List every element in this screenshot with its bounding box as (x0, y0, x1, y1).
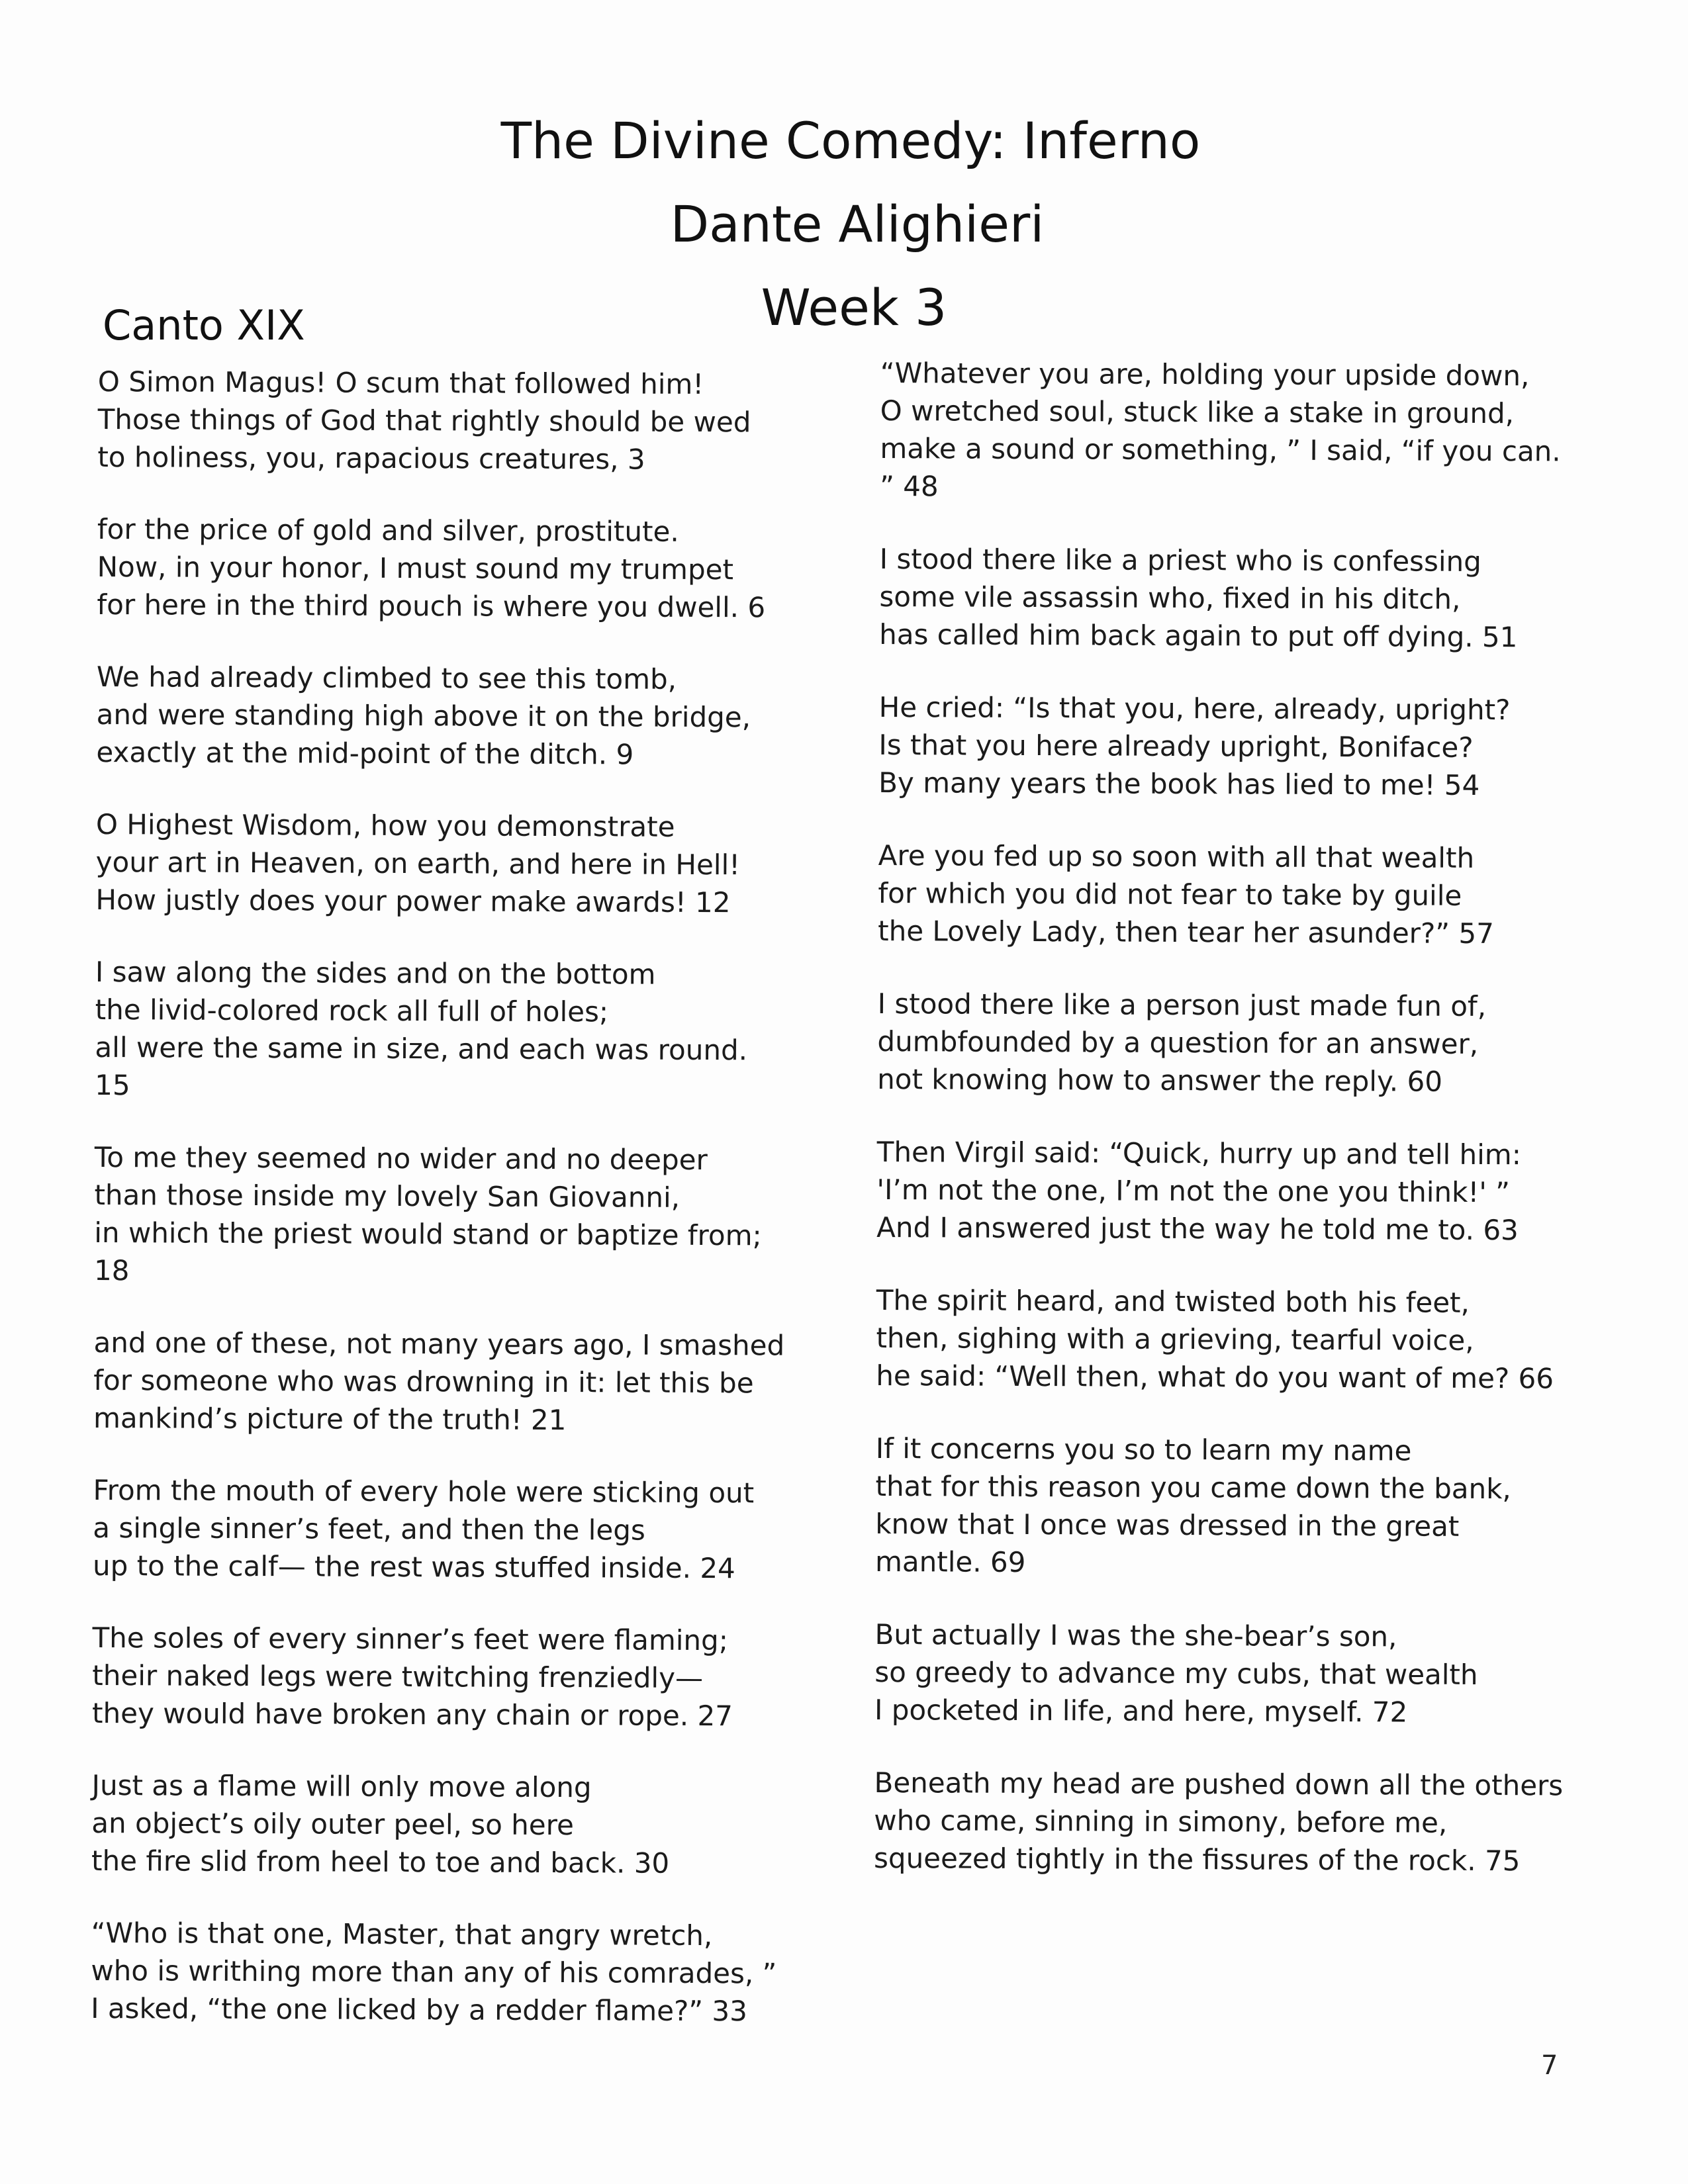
verse-line: 'I’m not the one, I’m not the one you think!' ” (876, 1173, 1511, 1209)
verse-line: We had already climbed to see this tomb, (96, 660, 677, 696)
verse-line: Then Virgil said: “Quick, hurry up and tell him: (876, 1135, 1522, 1171)
verse-line: than those inside my lovely San Giovanni, (94, 1178, 680, 1214)
verse-line: squeezed tightly in the fissures of the rock. 75 (873, 1841, 1521, 1878)
verse-line: so greedy to advance my cubs, that wealth (874, 1655, 1478, 1691)
stanza (879, 540, 1621, 657)
stanza (91, 1914, 806, 2030)
verse-line: To me they seemed no wider and no deeper (94, 1140, 708, 1177)
stanza (875, 1430, 1617, 1584)
verse-line: exactly at the mid-point of the ditch. 9 (96, 735, 634, 771)
verse-line: The soles of every sinner’s feet were flaming; (92, 1621, 729, 1657)
verse-line: for someone who was drowning in it: let this be (93, 1363, 754, 1400)
stanza (94, 1138, 810, 1293)
verse-line: up to the calf— the rest was stuffed inside. 24 (92, 1549, 735, 1585)
stanza (91, 1766, 807, 1883)
left-column (91, 363, 813, 2065)
stanza (97, 510, 812, 627)
week-label: Week 3 (761, 278, 947, 337)
right-column (874, 354, 1622, 1915)
stanza (876, 1133, 1618, 1250)
stanza (876, 1281, 1618, 1398)
stanza (93, 1471, 808, 1588)
verse-line: the fire slid from heel to toe and back. 30 (91, 1844, 670, 1880)
verse-line: then, sighing with a grieving, tearful voice, (876, 1321, 1474, 1357)
verse-line: know that I once was dressed in the great (875, 1507, 1460, 1543)
verse-line: mantle. 69 (874, 1545, 1026, 1578)
verse-line: he said: “Well then, what do you want of me? 66 (876, 1359, 1554, 1395)
verse-line: the livid-colored rock all full of holes; (95, 993, 609, 1028)
verse-line: 15 (95, 1068, 130, 1102)
verse-line: By many years the book has lied to me! 54 (878, 766, 1480, 801)
verse-line: And I answered just the way he told me to. 63 (876, 1210, 1519, 1247)
verse-line: But actually I was the she-bear’s son, (874, 1617, 1397, 1653)
verse-line: they would have broken any chain or rope. 27 (91, 1696, 733, 1733)
verse-line: How justly does your power make awards! 12 (95, 883, 731, 919)
verse-line: “Whatever you are, holding your upside down, (880, 356, 1530, 392)
verse-line: for the price of gold and silver, prostitute. (97, 512, 679, 548)
verse-line: I stood there like a priest who is confessing (879, 542, 1481, 578)
work-title: The Divine Comedy: Inferno (500, 111, 1201, 170)
stanza (874, 1615, 1617, 1732)
page-number: 7 (1541, 2050, 1558, 2081)
verse-line: their naked legs were twitching frenziedly— (92, 1659, 704, 1695)
verse-line: to holiness, you, rapacious creatures, 3 (97, 440, 645, 476)
verse-line: your art in Heaven, on earth, and here in Hell! (95, 845, 741, 882)
verse-line: mankind’s picture of the truth! 21 (93, 1401, 567, 1437)
stanza (877, 985, 1619, 1101)
stanza (93, 1324, 809, 1440)
author-name: Dante Alighieri (670, 195, 1045, 253)
canto-title: Canto XIX (103, 301, 305, 349)
verse-line: Those things of God that rightly should be wed (97, 402, 751, 439)
verse-line: an object’s oily outer peel, so here (91, 1806, 574, 1842)
verse-line: If it concerns you so to learn my name (875, 1432, 1412, 1467)
verse-line: I pocketed in life, and here, myself. 72 (874, 1693, 1408, 1729)
verse-line: make a sound or something, ” I said, “if you can. (880, 432, 1561, 468)
stanza (97, 363, 813, 479)
stanza (95, 805, 811, 922)
verse-line: O Simon Magus! O scum that followed him! (97, 365, 704, 400)
verse-line: Is that you here already upright, Boniface? (878, 728, 1474, 764)
verse-line: From the mouth of every hole were sticking out (93, 1473, 755, 1510)
stanza (96, 658, 812, 774)
stanza (95, 953, 810, 1107)
verse-line: not knowing how to answer the reply. 60 (877, 1062, 1443, 1098)
verse-line: “Who is that one, Master, that angry wretch, (91, 1916, 713, 1952)
verse-line: some vile assassin who, fixed in his ditch, (879, 580, 1461, 615)
stanza (874, 1764, 1616, 1880)
verse-line: has called him back again to put off dying. 51 (879, 617, 1518, 654)
verse-line: for which you did not fear to take by guile (878, 876, 1462, 912)
stanza (878, 837, 1620, 953)
verse-line: all were the same in size, and each was round. (95, 1030, 748, 1067)
verse-line: O wretched soul, stuck like a stake in ground, (880, 394, 1515, 430)
stanza (92, 1619, 808, 1735)
verse-line: He cried: “Is that you, here, already, upright? (878, 690, 1511, 727)
verse-line: that for this reason you came down the bank, (875, 1469, 1511, 1506)
verse-line: a single sinner’s feet, and then the legs (93, 1511, 645, 1547)
verse-line: the Lovely Lady, then tear her asunder?” 57 (878, 914, 1494, 950)
verse-line: O Highest Wisdom, how you demonstrate (95, 807, 675, 843)
verse-line: and were standing high above it on the bridge, (96, 698, 751, 734)
verse-line: in which the priest would stand or baptize from; (94, 1216, 762, 1252)
verse-line: for here in the third pouch is where you dwell. 6 (97, 588, 766, 624)
verse-line: Just as a flame will only move along (91, 1768, 592, 1804)
stanza (880, 354, 1622, 508)
verse-line: Beneath my head are pushed down all the others (874, 1766, 1564, 1802)
verse-line: The spirit heard, and twisted both his feet, (876, 1283, 1470, 1319)
verse-line: I asked, “the one licked by a redder flame?” 33 (91, 1991, 747, 2028)
verse-line: ” 48 (880, 469, 939, 503)
verse-line: 18 (93, 1253, 130, 1287)
verse-line: Now, in your honor, I must sound my trumpet (97, 550, 734, 586)
verse-line: I stood there like a person just made fun of, (877, 987, 1487, 1023)
verse-line: who came, sinning in simony, before me, (874, 1803, 1448, 1839)
stanza (878, 688, 1620, 805)
verse-line: I saw along the sides and on the bottom (95, 955, 656, 991)
verse-line: who is writhing more than any of his comrades, ” (91, 1954, 777, 1990)
verse-line: Are you fed up so soon with all that wealth (878, 839, 1475, 874)
verse-line: dumbfounded by a question for an answer, (877, 1024, 1479, 1060)
verse-line: and one of these, not many years ago, I smashed (93, 1326, 785, 1362)
